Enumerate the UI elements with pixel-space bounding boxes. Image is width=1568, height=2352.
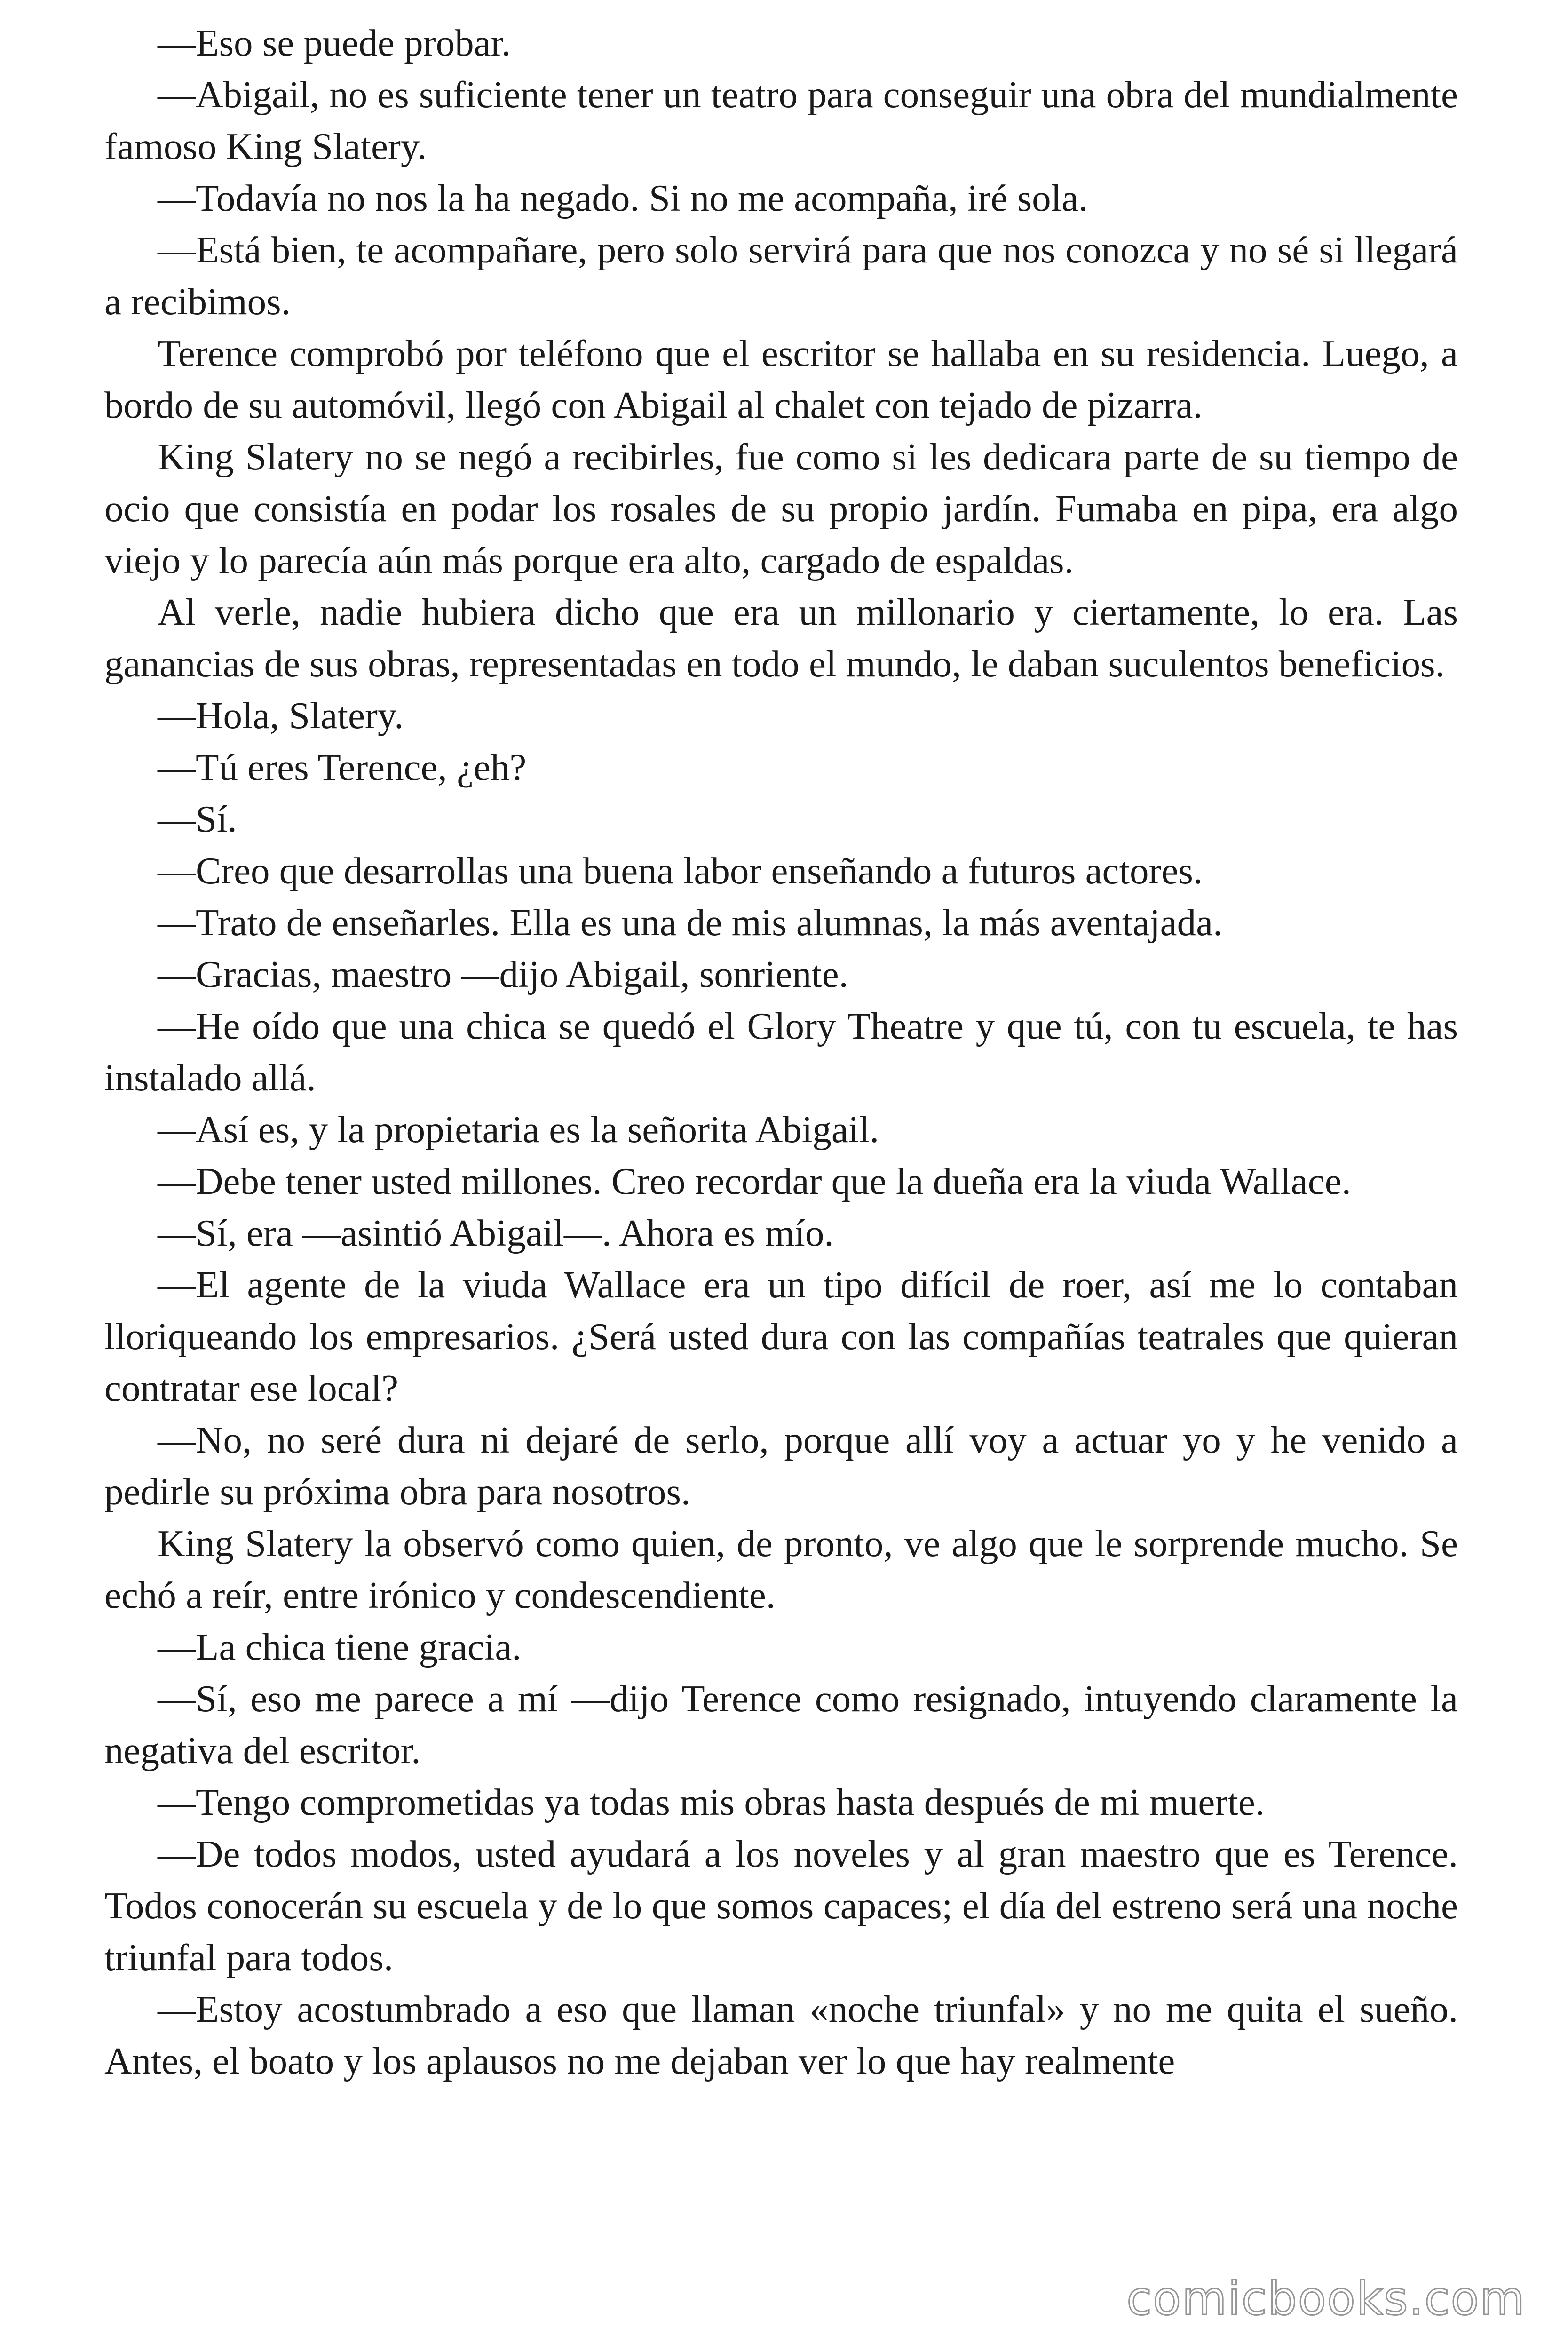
paragraph: —Sí. — [158, 798, 237, 840]
body-text — [104, 17, 1458, 2087]
paragraph: —Estoy acostumbrado a eso que llaman «noche triunfal» y no me quita el sueño. Antes, el boato y los aplausos no me dejaban ver lo que hay realmente — [104, 1988, 1458, 2082]
paragraph: —Así es, y la propietaria es la señorita Abigail. — [158, 1108, 879, 1151]
paragraph: —Sí, era —asintió Abigail—. Ahora es mío. — [158, 1212, 834, 1254]
paragraph: —Tengo comprometidas ya todas mis obras hasta después de mi muerte. — [158, 1781, 1265, 1823]
paragraph: King Slatery no se negó a recibirles, fue como si les dedicara parte de su tiempo de ocio que consistía en podar los rosales de su propio jardín. Fumaba en pipa, era algo viejo y lo parecía aún más porque era alto, cargado de espaldas. — [104, 436, 1458, 581]
paragraph: —He oído que una chica se quedó el Glory Theatre y que tú, con tu escuela, te has instalado allá. — [104, 1005, 1458, 1099]
paragraph: —Debe tener usted millones. Creo recordar que la dueña era la viuda Wallace. — [158, 1160, 1351, 1202]
paragraph: —Gracias, maestro —dijo Abigail, sonriente. — [158, 953, 848, 995]
paragraph: —Creo que desarrollas una buena labor enseñando a futuros actores. — [158, 850, 1203, 892]
paragraph: —Abigail, no es suficiente tener un teatro para conseguir una obra del mundialmente famoso King Slatery. — [104, 73, 1458, 167]
paragraph: —No, no seré dura ni dejaré de serlo, porque allí voy a actuar yo y he venido a pedirle su próxima obra para nosotros. — [104, 1419, 1458, 1513]
paragraph: —Tú eres Terence, ¿eh? — [158, 746, 527, 788]
paragraph: Terence comprobó por teléfono que el escritor se hallaba en su residencia. Luego, a bordo de su automóvil, llegó con Abigail al chalet con tejado de pizarra. — [104, 332, 1458, 426]
paragraph: King Slatery la observó como quien, de pronto, ve algo que le sorprende mucho. Se echó a reír, entre irónico y condescendiente. — [104, 1522, 1458, 1616]
paragraph: —Está bien, te acompañare, pero solo servirá para que nos conozca y no sé si llegará a recibimos. — [104, 229, 1458, 323]
paragraph: Al verle, nadie hubiera dicho que era un millonario y ciertamente, lo era. Las ganancias de sus obras, representadas en todo el mundo, le daban suculentos beneficios. — [104, 591, 1458, 685]
paragraph: —El agente de la viuda Wallace era un tipo difícil de roer, así me lo contaban lloriqueando los empresarios. ¿Será usted dura con las compañías teatrales que quieran contratar ese local? — [104, 1263, 1458, 1409]
paragraph: —Todavía no nos la ha negado. Si no me acompaña, iré sola. — [158, 177, 1088, 219]
watermark: comicbooks.com — [1126, 2272, 1526, 2326]
paragraph: —Hola, Slatery. — [158, 694, 404, 737]
paragraph: —Sí, eso me parece a mí —dijo Terence como resignado, intuyendo claramente la negativa del escritor. — [104, 1677, 1458, 1772]
paragraph: —De todos modos, usted ayudará a los noveles y al gran maestro que es Terence. Todos conocerán su escuela y de lo que somos capaces; el día del estreno será una noche triunfal para todos. — [104, 1833, 1458, 1979]
paragraph: —Eso se puede probar. — [158, 22, 511, 64]
paragraph: —La chica tiene gracia. — [158, 1626, 522, 1668]
paragraph: —Trato de enseñarles. Ella es una de mis alumnas, la más aventajada. — [158, 901, 1223, 944]
